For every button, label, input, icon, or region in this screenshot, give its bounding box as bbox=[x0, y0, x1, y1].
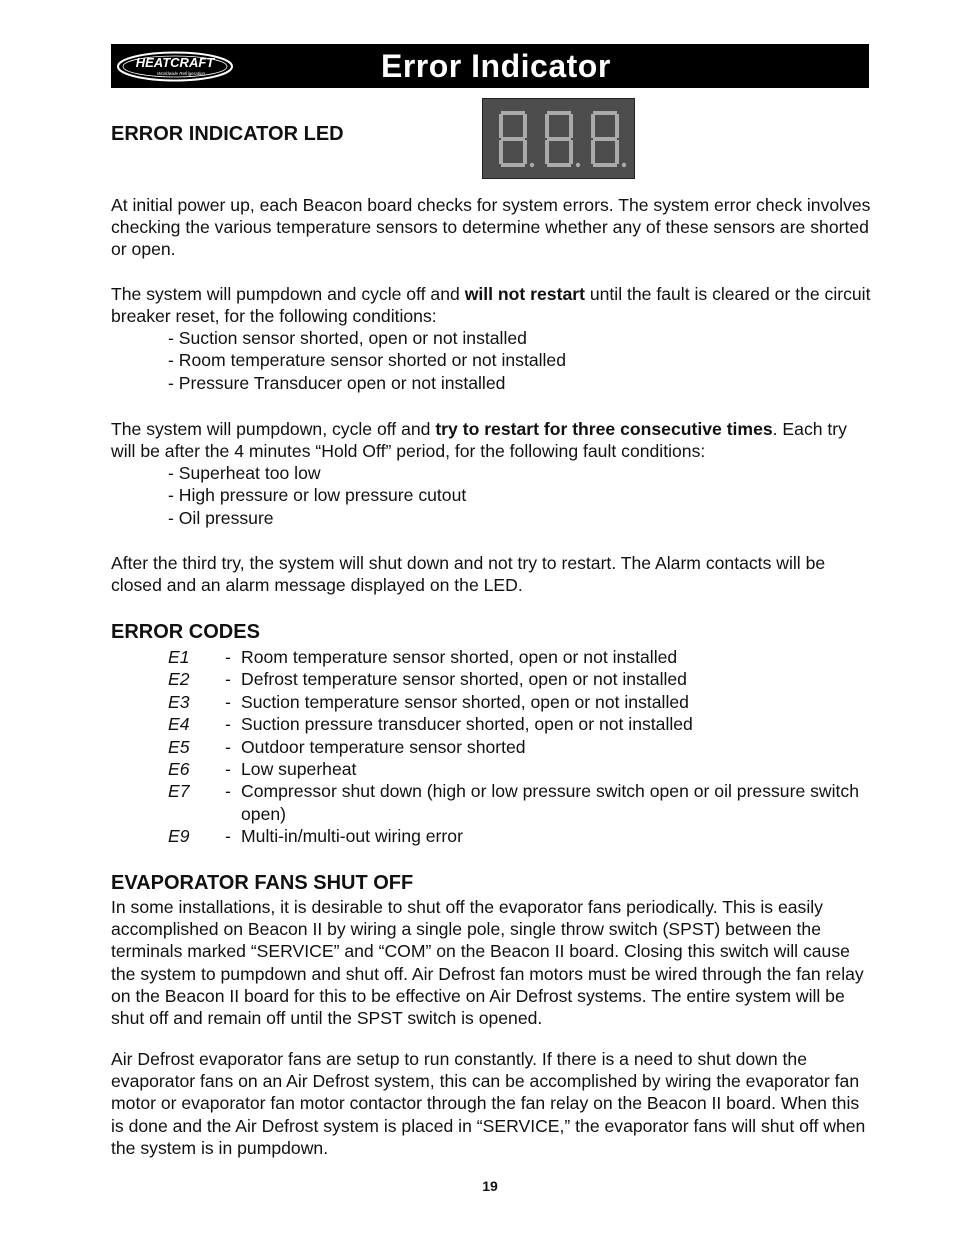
error-codes-list bbox=[168, 646, 868, 848]
emphasis-will-not-restart: will not restart bbox=[464, 284, 585, 304]
list-item: - Superheat too low bbox=[168, 463, 321, 483]
paragraph-after-third-try: After the third try, the system will shut down and not try to restart. The Alarm contacts will be closed and an alarm message displayed on the LED. bbox=[111, 553, 826, 596]
error-code: E2 bbox=[168, 669, 190, 690]
list-no-restart-conditions bbox=[168, 327, 868, 394]
heading-error-codes: ERROR CODES bbox=[111, 621, 260, 643]
error-code: E4 bbox=[168, 714, 190, 735]
paragraph-initial-power-up: At initial power up, each Beacon board checks for system errors. The system error check involves checking the various temperature sensors to determine whether any of these sensors are shorted or open. bbox=[111, 195, 871, 260]
heading-error-indicator-led: ERROR INDICATOR LED bbox=[111, 123, 344, 145]
emphasis-try-restart: try to restart for three consecutive times bbox=[435, 419, 773, 439]
paragraph-retry-three-times: The system will pumpdown, cycle off and try to restart for three consecutive times. Each try will be after the 4 minutes “Hold Off” period, for the following fault conditions: bbox=[111, 419, 847, 462]
error-code-description: Defrost temperature sensor shorted, open or not installed bbox=[241, 669, 687, 690]
logo-brand: HEATCRAFT bbox=[135, 55, 215, 70]
list-item: - Room temperature sensor shorted or not installed bbox=[168, 350, 567, 371]
page-title: Error Indicator bbox=[381, 48, 611, 84]
paragraph-no-restart: The system will pumpdown and cycle off and will not restart until the fault is cleared or the circuit breaker reset, for the following conditions: bbox=[111, 284, 871, 327]
error-code-description: Suction temperature sensor shorted, open or not installed bbox=[241, 691, 689, 712]
led-display-icon bbox=[482, 98, 635, 179]
list-item: - High pressure or low pressure cutout bbox=[168, 485, 467, 506]
error-code: E6 bbox=[168, 759, 190, 780]
error-code-row: E5 - Outdoor temperature sensor shorted bbox=[168, 736, 868, 758]
error-code-row: E1 - Room temperature sensor shorted, open or not installed bbox=[168, 646, 868, 668]
error-code-row: E6 - Low superheat bbox=[168, 758, 868, 780]
error-code-description: Outdoor temperature sensor shorted bbox=[241, 736, 526, 757]
error-code-row: E3 - Suction temperature sensor shorted, open or not installed bbox=[168, 691, 868, 713]
logo-tagline: Worldwide Refrigeration bbox=[156, 71, 206, 76]
paragraph-fans-spst-switch: In some installations, it is desirable to shut off the evaporator fans periodically. This is easily accomplished on Beacon II by wiring a single pole, single throw switch (SPST) between the terminals marked “SERVICE” and “COM” on the Beacon II board. Closing this switch will cause the system to pumpdown and shut off. Air Defrost fan motors must be wired through the fan relay on the Beacon II board for this to be effective on Air Defrost systems. The entire system will be shut off and remain off until the SPST switch is opened. bbox=[111, 897, 864, 1029]
error-code-description: Suction pressure transducer shorted, open or not installed bbox=[241, 714, 693, 735]
error-code-row: E9 - Multi-in/multi-out wiring error bbox=[168, 825, 868, 847]
heading-evaporator-fans-shut-off: EVAPORATOR FANS SHUT OFF bbox=[111, 872, 414, 894]
header-bar bbox=[111, 44, 869, 88]
heatcraft-logo bbox=[115, 50, 235, 83]
error-code-row: E2 - Defrost temperature sensor shorted, open or not installed bbox=[168, 668, 868, 690]
error-code: E9 bbox=[168, 826, 190, 847]
list-retry-conditions bbox=[168, 462, 868, 529]
error-code: E1 bbox=[168, 647, 190, 667]
error-code-description: Compressor shut down (high or low pressure switch open or oil pressure switch open) bbox=[241, 781, 859, 824]
error-code-description: Room temperature sensor shorted, open or not installed bbox=[241, 647, 678, 667]
error-code-description: Low superheat bbox=[241, 759, 357, 780]
list-item: - Pressure Transducer open or not installed bbox=[168, 372, 506, 393]
error-code-description: Multi-in/multi-out wiring error bbox=[241, 826, 463, 847]
error-code: E7 bbox=[168, 781, 190, 802]
error-code: E3 bbox=[168, 691, 190, 712]
error-code-row: E7 - Compressor shut down (high or low pressure switch open or oil pressure switch open) bbox=[168, 780, 868, 825]
list-item: - Oil pressure bbox=[168, 507, 274, 528]
paragraph-air-defrost-fans: Air Defrost evaporator fans are setup to run constantly. If there is a need to shut down the evaporator fans on an Air Defrost system, this can be accomplished by wiring the evaporator fan motor or evaporator fan motor contactor through the fan relay on the Beacon II board. When this is done and the Air Defrost system is placed in “SERVICE,” the evaporator fans will shut off when the system is in pumpdown. bbox=[111, 1049, 866, 1158]
page-number: 19 bbox=[482, 1178, 498, 1194]
error-code-row: E4 - Suction pressure transducer shorted, open or not installed bbox=[168, 713, 868, 735]
error-code: E5 bbox=[168, 736, 190, 757]
list-item: - Suction sensor shorted, open or not installed bbox=[168, 328, 527, 348]
